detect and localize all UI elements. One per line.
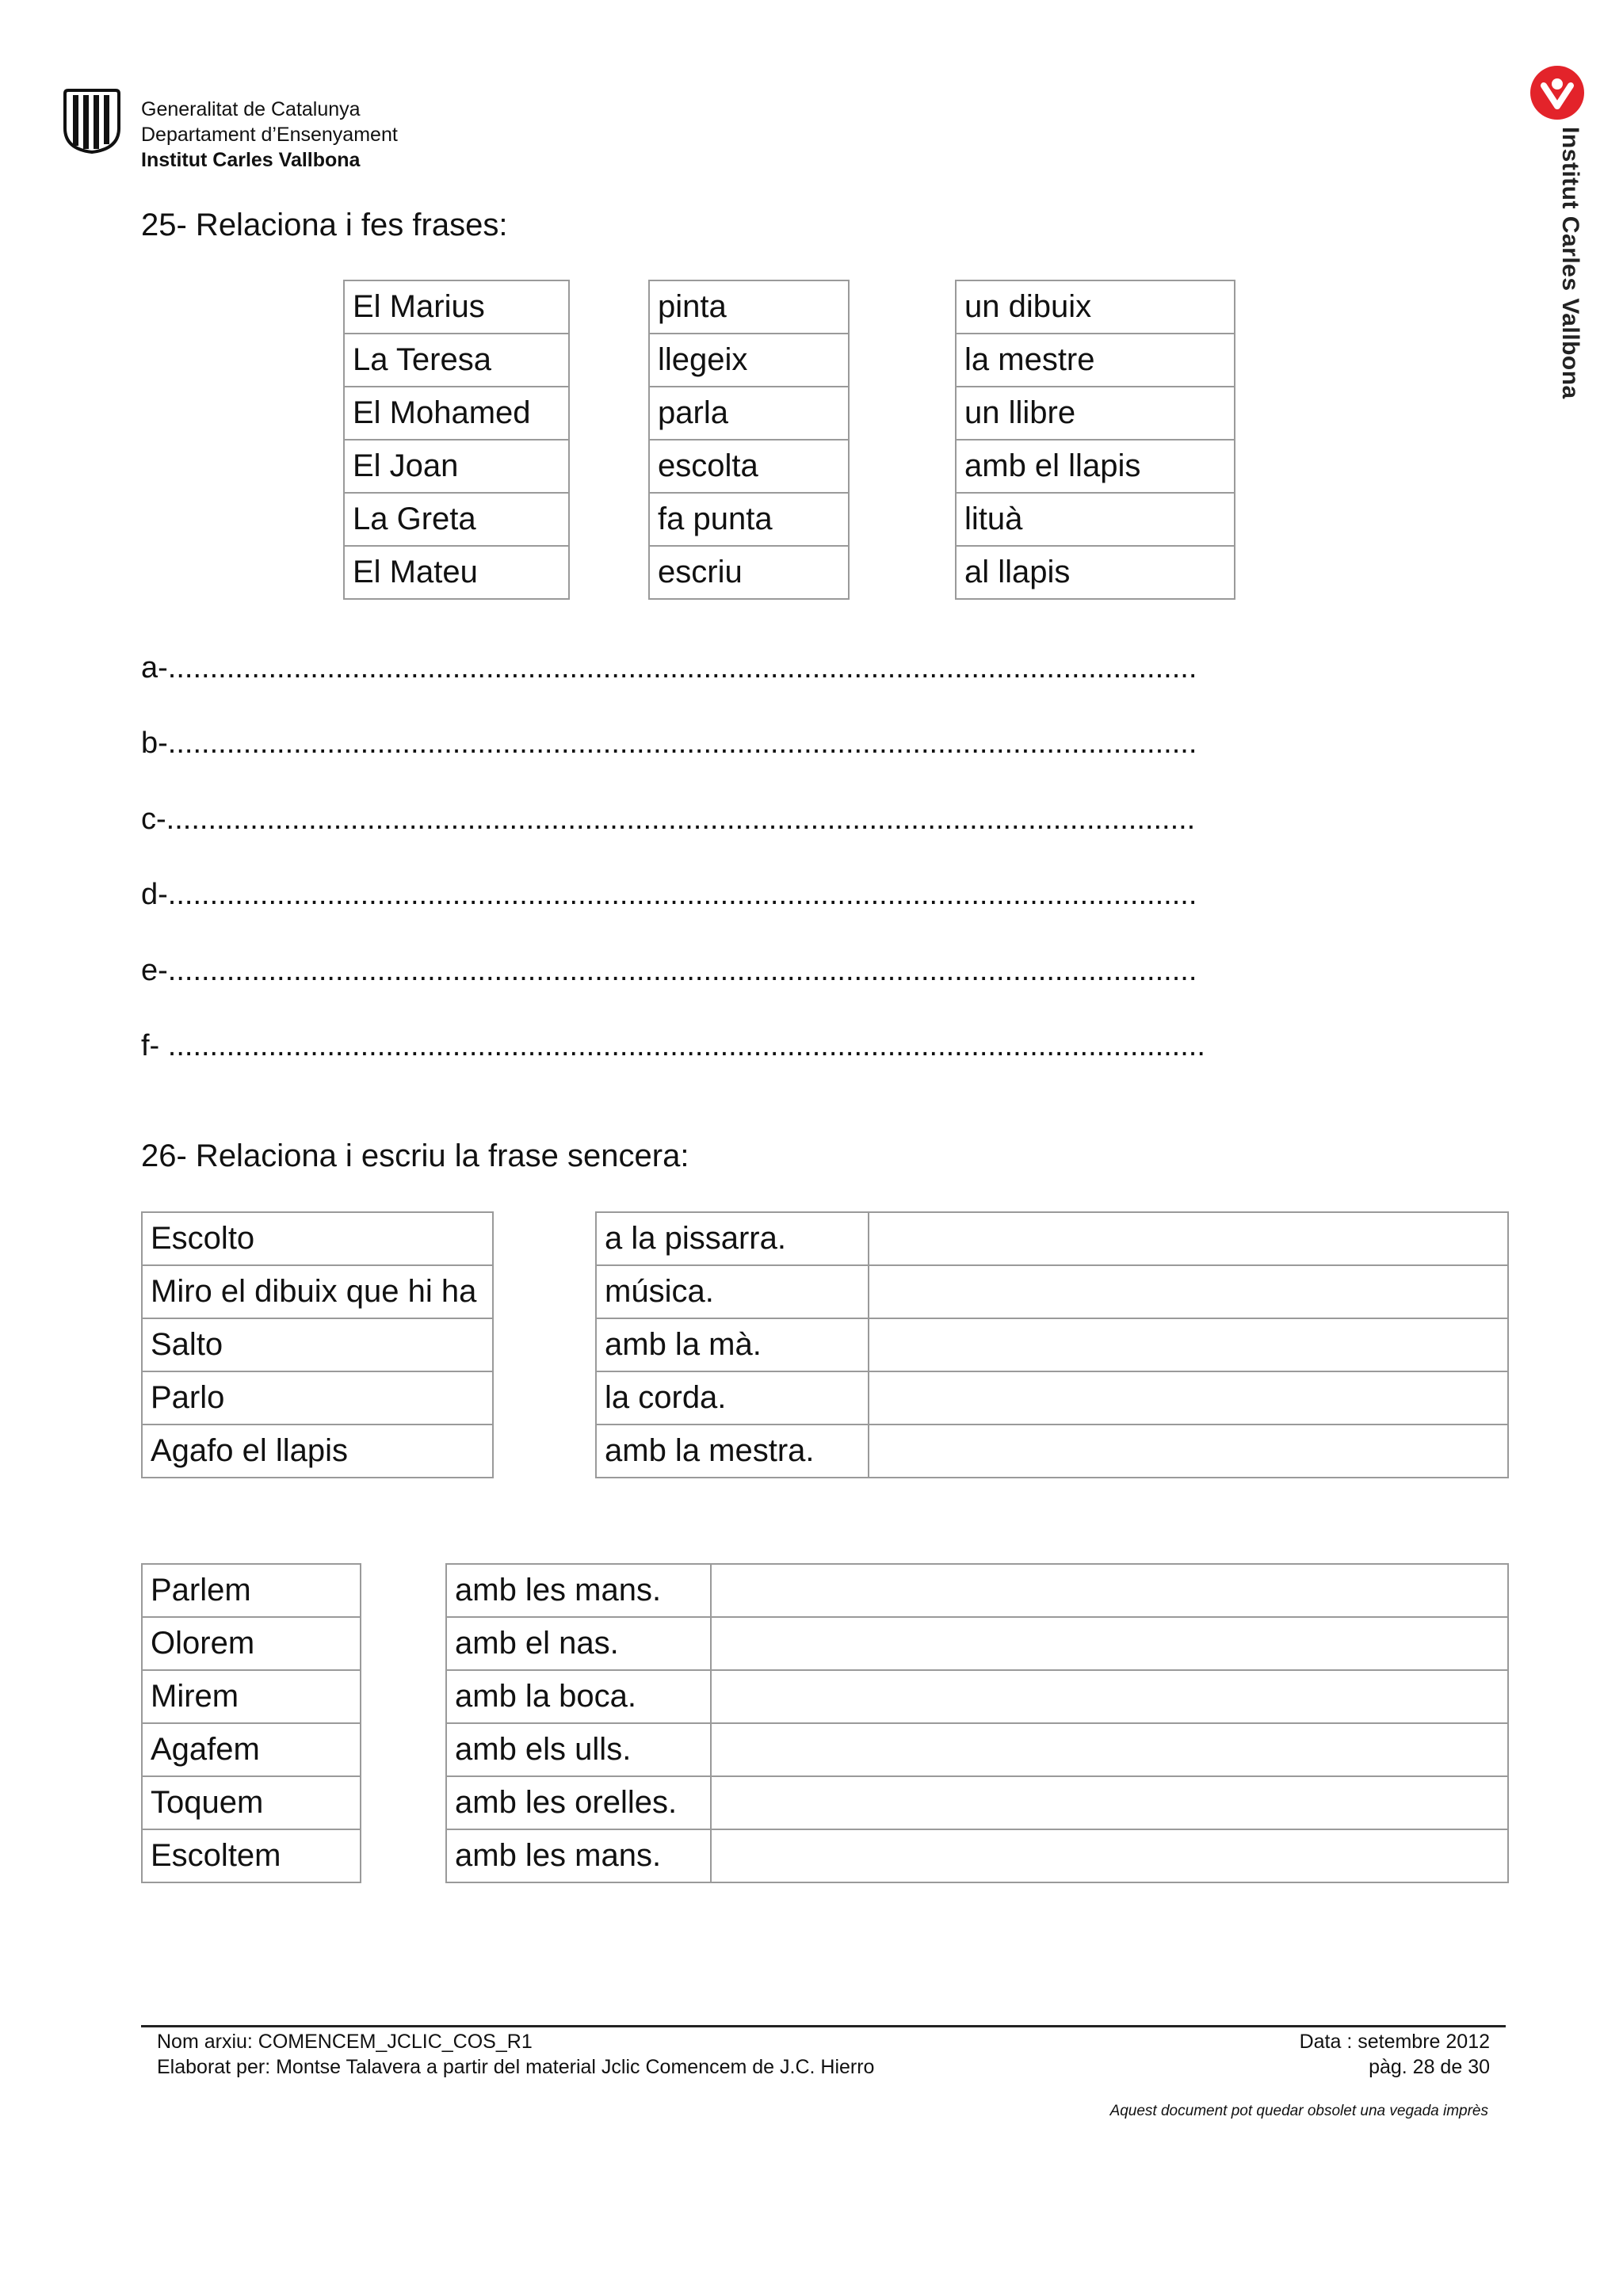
answer-cell[interactable] — [869, 1212, 1508, 1265]
table-row — [596, 1318, 1508, 1371]
exercise-25-subjects-table — [343, 280, 570, 600]
table-cell: la mestre — [956, 334, 1235, 387]
table-row — [142, 1776, 361, 1829]
answer-line-c[interactable]: c-........................................................................................................................... — [141, 803, 1196, 836]
table-cell: El Mohamed — [344, 387, 569, 440]
answer-line-a[interactable]: a-........................................................................................................................... — [141, 651, 1197, 685]
answer-cell[interactable] — [711, 1564, 1508, 1617]
table-row — [142, 1670, 361, 1723]
footer-date: Data : setembre 2012 — [1299, 2031, 1490, 2053]
table-row — [956, 334, 1235, 387]
table-cell: Parlo — [142, 1371, 493, 1425]
footer-obsolete-note: Aquest document pot quedar obsolet una vegada imprès — [1109, 2103, 1488, 2119]
answer-line-e[interactable]: e-........................................................................................................................... — [141, 954, 1197, 987]
header-line-2: Departament d’Ensenyament — [141, 124, 398, 146]
table-cell: Olorem — [142, 1617, 361, 1670]
header-line-3: Institut Carles Vallbona — [141, 149, 361, 171]
table-row — [956, 280, 1235, 334]
exercise-25-verbs-table — [648, 280, 850, 600]
footer-author: Elaborat per: Montse Talavera a partir del material Jclic Comencem de J.C. Hierro — [157, 2056, 875, 2078]
table-cell: amb els ulls. — [446, 1723, 711, 1776]
footer-file-name: Nom arxiu: COMENCEM_JCLIC_COS_R1 — [157, 2031, 533, 2053]
table-row — [344, 493, 569, 546]
table-row — [596, 1425, 1508, 1478]
table-cell: Toquem — [142, 1776, 361, 1829]
table-cell: amb el llapis — [956, 440, 1235, 493]
table-row — [649, 493, 849, 546]
table-cell: amb les mans. — [446, 1564, 711, 1617]
table-row — [142, 1829, 361, 1882]
table-cell: fa punta — [649, 493, 849, 546]
table-row — [596, 1212, 1508, 1265]
table-row — [344, 334, 569, 387]
table-cell: El Mateu — [344, 546, 569, 599]
table-cell: Mirem — [142, 1670, 361, 1723]
table-cell: un llibre — [956, 387, 1235, 440]
institut-logo-icon — [1528, 63, 1587, 122]
table-row — [446, 1670, 1508, 1723]
table-row — [142, 1371, 493, 1425]
table-cell: amb el nas. — [446, 1617, 711, 1670]
table-cell: Agafo el llapis — [142, 1425, 493, 1478]
table-cell: al llapis — [956, 546, 1235, 599]
table-row — [956, 387, 1235, 440]
table-cell: escriu — [649, 546, 849, 599]
exercise-25-title: 25- Relaciona i fes frases: — [141, 208, 508, 242]
table-row — [344, 280, 569, 334]
side-institution-name: Institut Carles Vallbona — [1557, 127, 1583, 399]
table-cell: El Marius — [344, 280, 569, 334]
header-institution — [141, 97, 398, 173]
answer-cell[interactable] — [869, 1425, 1508, 1478]
table-row — [344, 546, 569, 599]
header-line-1: Generalitat de Catalunya — [141, 98, 361, 120]
table-cell: Miro el dibuix que hi ha — [142, 1265, 493, 1318]
answer-cell[interactable] — [711, 1829, 1508, 1882]
table-cell: música. — [596, 1265, 869, 1318]
footer-divider — [141, 2025, 1506, 2027]
table-row — [446, 1829, 1508, 1882]
exercise-26-table-2-right — [445, 1563, 1509, 1883]
table-row — [446, 1617, 1508, 1670]
table-cell: Agafem — [142, 1723, 361, 1776]
table-row — [956, 493, 1235, 546]
table-cell: El Joan — [344, 440, 569, 493]
answer-cell[interactable] — [869, 1265, 1508, 1318]
exercise-26-title: 26- Relaciona i escriu la frase sencera: — [141, 1138, 689, 1173]
table-cell: parla — [649, 387, 849, 440]
table-row — [446, 1776, 1508, 1829]
answer-cell[interactable] — [869, 1371, 1508, 1425]
table-row — [596, 1371, 1508, 1425]
table-cell: Escolto — [142, 1212, 493, 1265]
table-row — [142, 1425, 493, 1478]
answer-line-b[interactable]: b-........................................................................................................................... — [141, 727, 1197, 760]
table-row — [344, 440, 569, 493]
answer-cell[interactable] — [711, 1723, 1508, 1776]
table-cell: un dibuix — [956, 280, 1235, 334]
table-row — [142, 1723, 361, 1776]
table-cell: amb la mà. — [596, 1318, 869, 1371]
table-cell: a la pissarra. — [596, 1212, 869, 1265]
table-cell: La Teresa — [344, 334, 569, 387]
table-row — [142, 1265, 493, 1318]
answer-line-d[interactable]: d-........................................................................................................................... — [141, 878, 1197, 911]
table-row — [956, 546, 1235, 599]
table-row — [446, 1723, 1508, 1776]
exercise-26-table-2-left — [141, 1563, 361, 1883]
table-cell: la corda. — [596, 1371, 869, 1425]
table-cell: Salto — [142, 1318, 493, 1371]
answer-cell[interactable] — [711, 1776, 1508, 1829]
answer-cell[interactable] — [711, 1617, 1508, 1670]
table-cell: amb les orelles. — [446, 1776, 711, 1829]
footer-page-number: pàg. 28 de 30 — [1369, 2056, 1490, 2078]
answer-line-f[interactable]: f- ............................................................................................................................ — [141, 1029, 1205, 1062]
table-row — [649, 440, 849, 493]
table-cell: escolta — [649, 440, 849, 493]
table-row — [596, 1265, 1508, 1318]
table-row — [142, 1617, 361, 1670]
exercise-26-table-1-right — [595, 1211, 1509, 1478]
table-row — [142, 1564, 361, 1617]
table-cell: lituà — [956, 493, 1235, 546]
generalitat-emblem-icon — [62, 89, 122, 154]
table-row — [956, 440, 1235, 493]
table-row — [142, 1212, 493, 1265]
answer-cell[interactable] — [869, 1318, 1508, 1371]
table-row — [649, 280, 849, 334]
table-row — [649, 387, 849, 440]
table-cell: amb la boca. — [446, 1670, 711, 1723]
exercise-26-table-1-left — [141, 1211, 494, 1478]
table-cell: Parlem — [142, 1564, 361, 1617]
table-row — [344, 387, 569, 440]
table-cell: pinta — [649, 280, 849, 334]
table-row — [446, 1564, 1508, 1617]
table-row — [649, 546, 849, 599]
table-cell: Escoltem — [142, 1829, 361, 1882]
table-cell: La Greta — [344, 493, 569, 546]
table-cell: llegeix — [649, 334, 849, 387]
answer-cell[interactable] — [711, 1670, 1508, 1723]
table-row — [142, 1318, 493, 1371]
table-cell: amb la mestra. — [596, 1425, 869, 1478]
table-cell: amb les mans. — [446, 1829, 711, 1882]
exercise-25-objects-table — [955, 280, 1235, 600]
table-row — [649, 334, 849, 387]
